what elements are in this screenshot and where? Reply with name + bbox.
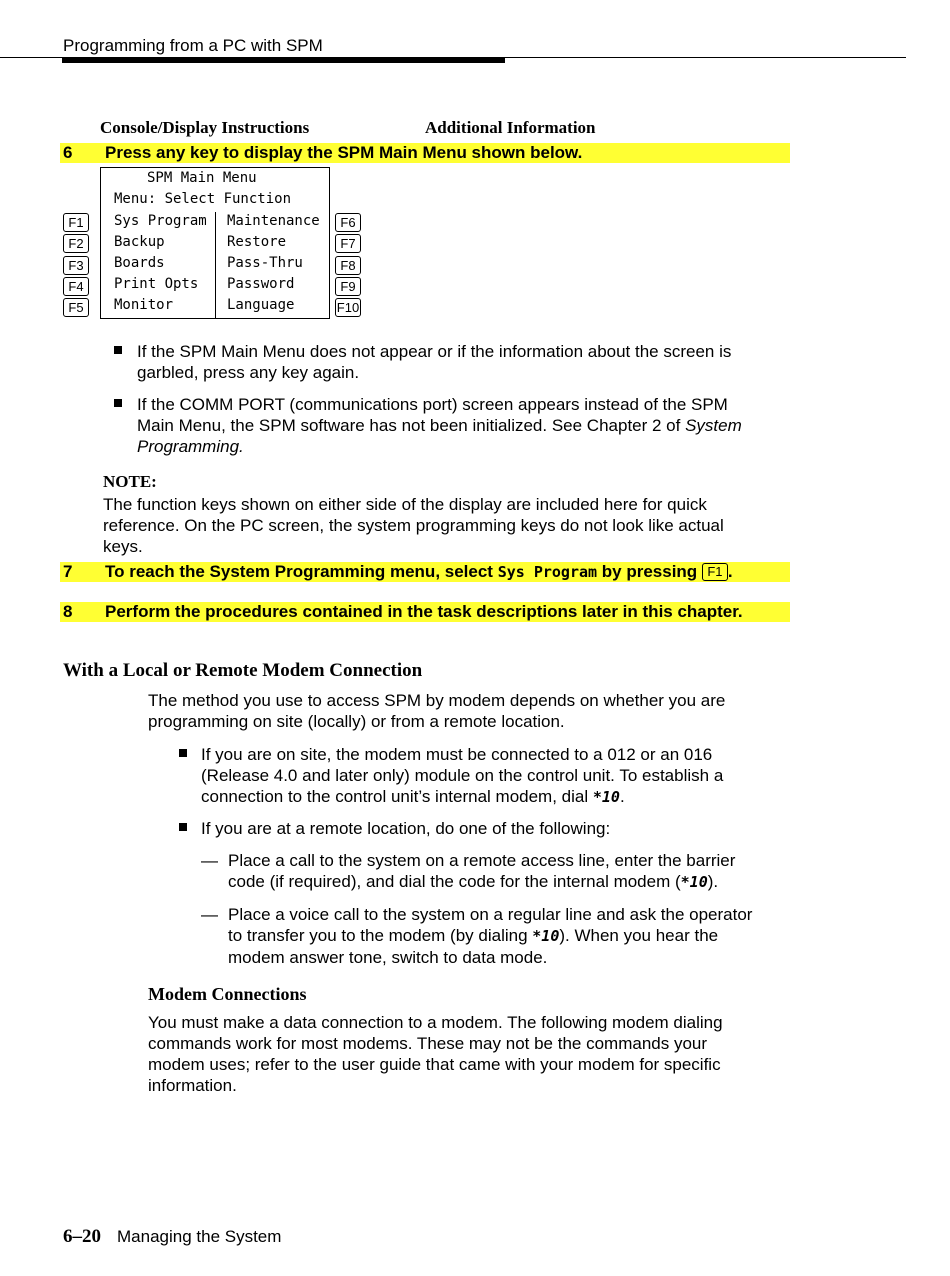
note-text: The function keys shown on either side of the display are included here for quick reference. On the PC screen, the system programming keys do not look like actual keys. (103, 495, 724, 556)
screen-column-divider (215, 212, 216, 318)
function-key-f6[interactable]: F6 (335, 213, 361, 232)
function-key-f1-inline[interactable]: F1 (702, 563, 728, 581)
menu-option-code: Sys Program (497, 563, 598, 581)
menu-option-maintenance[interactable]: Maintenance (227, 213, 320, 229)
note-label: NOTE: (103, 472, 157, 491)
step-7 (60, 562, 790, 582)
running-header: Programming from a PC with SPM (63, 36, 323, 55)
section-intro: The method you use to access SPM by modem depends on whether you are programming on site (locally) or from a remote location. (148, 691, 726, 731)
step-number: 6 (63, 143, 73, 162)
dash-mark: — (201, 905, 218, 924)
bullet-text: If you are on site, the modem must be connected to a 012 or an 016 (Release 4.0 and later only) module on the control unit. To establish a connection to the control unit’s internal modem, dial *10. (201, 745, 724, 806)
page-number: 6–20 (63, 1226, 101, 1247)
screen-subtitle: Menu: Select Function (114, 191, 292, 207)
menu-option-pass-thru[interactable]: Pass-Thru (227, 255, 303, 271)
step-text: Perform the procedures contained in the task descriptions later in this chapter. (105, 602, 743, 621)
section-title: With a Local or Remote Modem Connection (63, 660, 423, 681)
function-key-f3[interactable]: F3 (63, 256, 89, 275)
screen-title: SPM Main Menu (147, 170, 257, 186)
bullet-square-icon (114, 399, 122, 407)
bullet-text: If the SPM Main Menu does not appear or if the information about the screen is garbled, press any key again. (137, 342, 732, 382)
step-number: 8 (63, 602, 73, 621)
function-key-f9[interactable]: F9 (335, 277, 361, 296)
bullet-text: If you are at a remote location, do one of the following: (201, 819, 611, 838)
menu-option-print-opts[interactable]: Print Opts (114, 276, 199, 292)
menu-option-restore[interactable]: Restore (227, 234, 287, 250)
subsection-title: Modem Connections (148, 984, 307, 1004)
dash-item-text: Place a call to the system on a remote access line, enter the barrier code (if required), and dial the code for the internal modem (*10). (228, 851, 736, 891)
bullet-square-icon (179, 749, 187, 757)
dial-code: *10 (592, 788, 620, 806)
function-key-f2[interactable]: F2 (63, 234, 89, 253)
subsection-text: You must make a data connection to a modem. The following modem dialing commands work for most modems. These may not be the commands your modem uses; refer to the user guide that came with your modem for specific information. (148, 1013, 723, 1095)
function-key-f5[interactable]: F5 (63, 298, 89, 317)
menu-option-language[interactable]: Language (227, 297, 295, 313)
function-key-f7[interactable]: F7 (335, 234, 361, 253)
footer-title: Managing the System (117, 1227, 282, 1246)
step-text: To reach the System Programming menu, select Sys Program by pressing F1 . (105, 562, 733, 581)
step-text: Press any key to display the SPM Main Menu shown below. (105, 143, 583, 162)
bullet-square-icon (114, 346, 122, 354)
dash-mark: — (201, 851, 218, 870)
dial-code: *10 (532, 927, 560, 945)
dash-item-text: Place a voice call to the system on a regular line and ask the operator to transfer you to the modem (by dialing *10). When you hear the modem answer tone, switch to data mode. (228, 905, 753, 967)
menu-option-backup[interactable]: Backup (114, 234, 165, 250)
function-key-f1[interactable]: F1 (63, 213, 89, 232)
menu-option-password[interactable]: Password (227, 276, 295, 292)
bullet-square-icon (179, 823, 187, 831)
column-heading-instructions: Console/Display Instructions (100, 118, 310, 137)
step-number: 7 (63, 562, 73, 581)
menu-option-sys-program[interactable]: Sys Program (114, 213, 207, 229)
menu-option-boards[interactable]: Boards (114, 255, 165, 271)
function-key-f10[interactable]: F10 (336, 300, 360, 315)
menu-option-monitor[interactable]: Monitor (114, 297, 174, 313)
dial-code: *10 (680, 873, 708, 891)
step-6 (60, 143, 790, 163)
step-8 (60, 602, 790, 622)
function-key-f4[interactable]: F4 (63, 277, 89, 296)
function-key-f8[interactable]: F8 (335, 256, 361, 275)
column-heading-additional-info: Additional Information (425, 118, 596, 137)
spm-main-menu-display (100, 167, 330, 319)
bullet-text: If the COMM PORT (communications port) screen appears instead of the SPM Main Menu, the SPM software has not been initialized. See Chapter 2 of System Programming. (137, 395, 742, 456)
header-rule-bold (62, 57, 505, 63)
